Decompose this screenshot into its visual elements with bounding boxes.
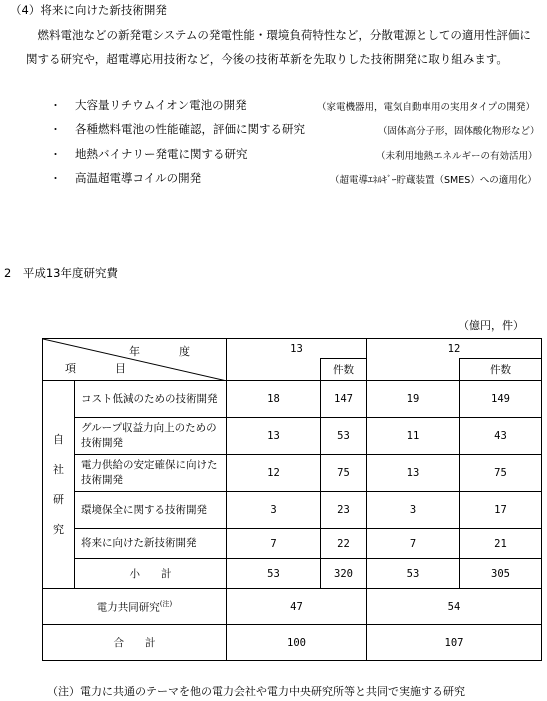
bullet-dot: ・ — [50, 99, 61, 112]
joint-12-amount: 54 — [367, 589, 542, 625]
table-row — [43, 529, 542, 559]
cell-13-amount: 18 — [227, 381, 321, 418]
cell-12-amount: 11 — [367, 418, 460, 455]
table-row — [43, 418, 542, 455]
total-13-amount: 100 — [227, 625, 367, 661]
header-komoku: 項 目 — [65, 362, 140, 375]
section2-heading: 2 平成13年度研究費 — [4, 266, 118, 280]
cell-13-amount: 13 — [227, 418, 321, 455]
header-kensu-12: 件数 — [460, 359, 542, 381]
cell-12-count: 43 — [460, 418, 542, 455]
table-row — [43, 381, 542, 418]
bullet-note: （固体高分子形，固体酸化物形など） — [378, 126, 540, 137]
row-label: グループ収益力向上のための技術開発 — [75, 418, 227, 455]
research-cost-table — [42, 338, 542, 661]
footnote: （注）電力に共通のテーマを他の電力会社や電力中央研究所等と共同で実施する研究 — [47, 685, 465, 698]
bullet-note: （超電導ｴﾈﾙｷﾞｰ貯蔵装置（SMES）への適用化） — [330, 175, 537, 186]
table-header-row — [43, 339, 542, 359]
total-label: 合 計 — [43, 625, 227, 661]
cell-12-count: 149 — [460, 381, 542, 418]
section-paragraph: 燃料電池などの新発電システムの発電性能・環境負荷特性など，分散電源としての適用性評価に関する研究や，超電導応用技術など，今後の技術革新を先取りした技術開発に取り組みます。 — [26, 28, 531, 66]
bullet-text: 各種燃料電池の性能確認，評価に関する研究 — [75, 122, 305, 136]
table-row — [43, 455, 542, 492]
header-kensu-13: 件数 — [321, 359, 367, 381]
bullet-text: 地熱バイナリー発電に関する研究 — [75, 147, 248, 161]
note-mark: (注) — [159, 599, 173, 608]
header-diagonal-cell — [43, 339, 227, 381]
subtotal-row — [43, 559, 542, 589]
cell-12-count: 17 — [460, 492, 542, 529]
header-year-12: 12 — [367, 339, 542, 359]
bullet-note: （家電機器用，電気自動車用の実用タイプの開発） — [317, 102, 536, 113]
cell-13-amount: 3 — [227, 492, 321, 529]
joint-research-row — [43, 589, 542, 625]
cell-13-count: 23 — [321, 492, 367, 529]
header-nendo: 年 度 — [129, 345, 204, 358]
group-label-jisha-kenkyu: 自 社 研 究 — [43, 381, 75, 589]
table-row — [43, 492, 542, 529]
cell-13-count: 53 — [321, 418, 367, 455]
section-heading: （4）将来に向けた新技術開発 — [10, 3, 167, 17]
total-12-amount: 107 — [367, 625, 542, 661]
row-label: コスト低減のための技術開発 — [75, 381, 227, 418]
bullet-dot: ・ — [50, 172, 61, 185]
unit-label: （億円，件） — [458, 319, 524, 332]
cell-13-count: 75 — [321, 455, 367, 492]
row-label: 将来に向けた新技術開発 — [75, 529, 227, 559]
cell-12-amount: 19 — [367, 381, 460, 418]
header-year-13: 13 — [227, 339, 367, 359]
bullet-dot: ・ — [50, 123, 61, 136]
cell-12-count: 75 — [460, 455, 542, 492]
cell-12-amount: 3 — [367, 492, 460, 529]
bullet-dot: ・ — [50, 148, 61, 161]
cell-12-count: 21 — [460, 529, 542, 559]
row-label: 電力供給の安定確保に向けた技術開発 — [75, 455, 227, 492]
subtotal-13-count: 320 — [321, 559, 367, 589]
joint-13-amount: 47 — [227, 589, 367, 625]
cell-12-amount: 13 — [367, 455, 460, 492]
bullet-text: 大容量リチウムイオン電池の開発 — [75, 98, 247, 112]
bullet-note: （未利用地熱エネルギーの有効活用） — [376, 151, 538, 162]
cell-12-amount: 7 — [367, 529, 460, 559]
subtotal-13-amount: 53 — [227, 559, 321, 589]
subtotal-12-amount: 53 — [367, 559, 460, 589]
cell-13-count: 147 — [321, 381, 367, 418]
bullet-text: 高温超電導コイルの開発 — [75, 171, 202, 185]
cell-13-count: 22 — [321, 529, 367, 559]
cell-13-amount: 7 — [227, 529, 321, 559]
row-label: 環境保全に関する技術開発 — [75, 492, 227, 529]
subtotal-12-count: 305 — [460, 559, 542, 589]
subtotal-label: 小 計 — [75, 559, 227, 589]
cell-13-amount: 12 — [227, 455, 321, 492]
joint-research-label: 電力共同研究$^{(注)}$ — [43, 589, 227, 625]
total-row — [43, 625, 542, 661]
